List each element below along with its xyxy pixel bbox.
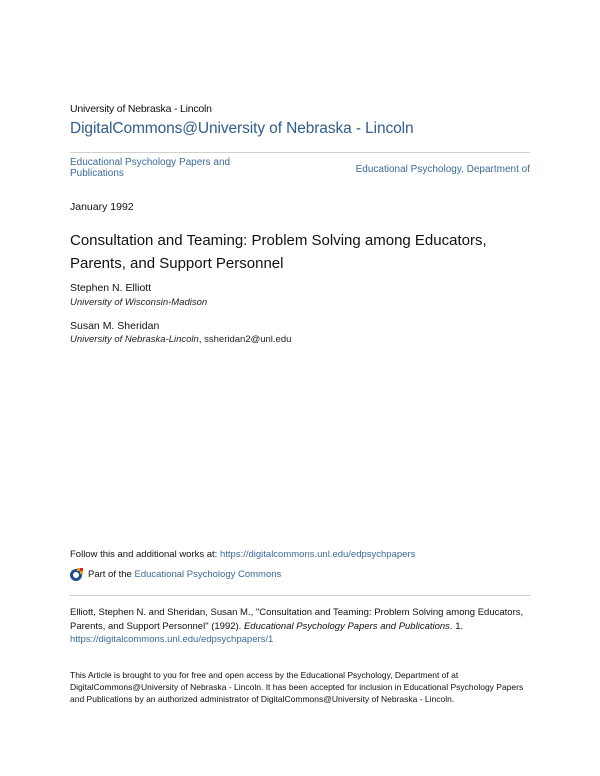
access-notice: This Article is brought to you for free and open access by the Educational Psychology, Department of at DigitalCommons@University of Nebraska - Lincoln. It has been accepted for inclusion in Educational Psychology Papers and Publications by an authorized administrator of DigitalCommons@University of Nebraska - Lincoln.	[70, 670, 524, 704]
institution-name: University of Nebraska - Lincoln	[70, 103, 212, 115]
author-name: Susan M. Sheridan	[70, 320, 160, 332]
affiliation-text: University of Wisconsin-Madison	[70, 297, 208, 308]
citation-divider	[70, 595, 530, 596]
network-commons-icon	[70, 567, 84, 581]
collection-link[interactable]: Educational Psychology Papers and Publications	[70, 157, 231, 179]
author-affiliation	[70, 297, 207, 308]
partof-prefix: Part of the	[88, 568, 132, 580]
part-of-line	[70, 567, 281, 581]
author-email[interactable]: ssheridan2@unl.edu	[204, 334, 292, 345]
affiliation-text: University of Nebraska-Lincoln	[70, 334, 199, 345]
publication-date: January 1992	[70, 201, 134, 213]
follow-line	[70, 549, 415, 560]
comma: ,	[198, 334, 205, 345]
author-affiliation	[70, 334, 291, 345]
recommended-citation	[70, 606, 532, 647]
article-title: Consultation and Teaming: Problem Solving among Educators, Parents, and Support Personnel	[70, 232, 487, 272]
educational-psychology-commons-link[interactable]: Educational Psychology Commons	[134, 568, 282, 580]
follow-url-link[interactable]: https://digitalcommons.unl.edu/edpsychpapers	[219, 549, 416, 560]
citation-text: Elliott, Stephen N. and Sheridan, Susan M., "Consultation and Teaming: Problem Solving among Educators, Parents, and Support Personnel" (1992).	[70, 607, 524, 632]
follow-prefix: Follow this and additional works at:	[70, 549, 220, 560]
citation-number: . 1.	[449, 620, 464, 632]
citation-url-link[interactable]: https://digitalcommons.unl.edu/edpsychpapers/1	[70, 634, 274, 645]
citation-journal: Educational Psychology Papers and Publications	[243, 620, 450, 632]
header-divider	[70, 152, 530, 153]
author-name: Stephen N. Elliott	[70, 282, 152, 294]
repository-link[interactable]: DigitalCommons@University of Nebraska - Lincoln	[70, 120, 414, 137]
department-link[interactable]: Educational Psychology, Department of	[355, 164, 530, 175]
